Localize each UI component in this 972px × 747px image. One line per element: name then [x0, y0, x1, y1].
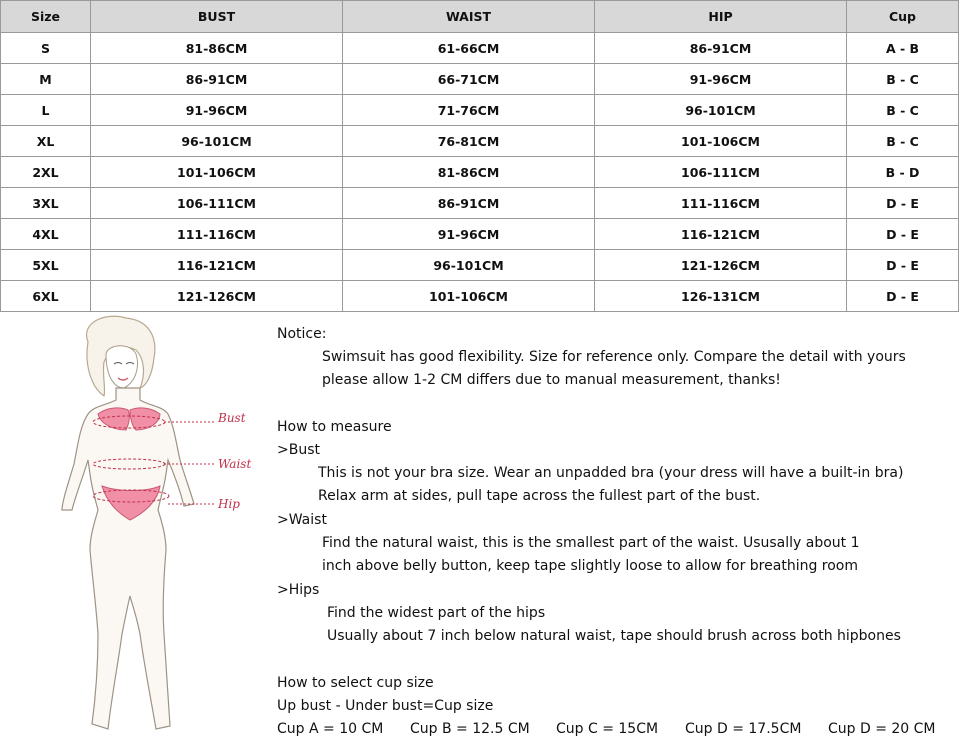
size-chart-table [0, 0, 959, 312]
notice-title: Notice: [277, 326, 327, 342]
cell-hip: 116-121CM [595, 219, 847, 250]
header-size: Size [1, 1, 91, 33]
bust-line-2: Relax arm at sides, pull tape across the fullest part of the bust. [318, 488, 761, 504]
cell-waist: 71-76CM [343, 95, 595, 126]
cell-size: 5XL [1, 250, 91, 281]
table-row [1, 250, 959, 281]
table-row [1, 126, 959, 157]
cell-bust: 106-111CM [91, 188, 343, 219]
cup-a-value: Cup A = 10 CM [277, 721, 384, 737]
cell-hip: 91-96CM [595, 64, 847, 95]
table-row [1, 64, 959, 95]
cell-hip: 106-111CM [595, 157, 847, 188]
header-cup: Cup [847, 1, 959, 33]
cell-hip: 96-101CM [595, 95, 847, 126]
header-hip: HIP [595, 1, 847, 33]
table-row [1, 219, 959, 250]
cell-waist: 86-91CM [343, 188, 595, 219]
table-header-row [1, 1, 959, 33]
label-hip: Hip [218, 497, 240, 511]
cell-bust: 96-101CM [91, 126, 343, 157]
cell-size: M [1, 64, 91, 95]
waist-line-2: inch above belly button, keep tape slightly loose to allow for breathing room [322, 558, 859, 574]
cell-cup: B - C [847, 64, 959, 95]
cell-cup: B - C [847, 95, 959, 126]
cell-waist: 81-86CM [343, 157, 595, 188]
figure-face [106, 346, 138, 388]
figure-body [62, 388, 194, 729]
header-waist: WAIST [343, 1, 595, 33]
label-waist: Waist [218, 457, 252, 471]
cell-waist: 66-71CM [343, 64, 595, 95]
waist-title: >Waist [277, 512, 327, 528]
cell-hip: 121-126CM [595, 250, 847, 281]
cell-hip: 101-106CM [595, 126, 847, 157]
cell-hip: 111-116CM [595, 188, 847, 219]
waist-line-1: Find the natural waist, this is the smallest part of the waist. Ususally about 1 [322, 535, 860, 551]
label-bust: Bust [218, 411, 246, 425]
cup-b-value: Cup B = 12.5 CM [410, 721, 530, 737]
notice-line-2: please allow 1-2 CM differs due to manual measurement, thanks! [322, 372, 781, 388]
cell-waist: 76-81CM [343, 126, 595, 157]
cell-size: XL [1, 126, 91, 157]
cell-size: 6XL [1, 281, 91, 312]
cup-d2-value: Cup D = 20 CM [828, 721, 936, 737]
cell-waist: 91-96CM [343, 219, 595, 250]
cell-size: 4XL [1, 219, 91, 250]
hips-title: >Hips [277, 582, 320, 598]
hips-line-2: Usually about 7 inch below natural waist, tape should brush across both hipbones [327, 628, 901, 644]
cell-bust: 91-96CM [91, 95, 343, 126]
cell-cup: B - C [847, 126, 959, 157]
cell-cup: A - B [847, 33, 959, 64]
table-row [1, 33, 959, 64]
cell-hip: 86-91CM [595, 33, 847, 64]
cell-size: S [1, 33, 91, 64]
header-bust: BUST [91, 1, 343, 33]
cell-bust: 111-116CM [91, 219, 343, 250]
measurement-figure [18, 314, 268, 747]
cell-hip: 126-131CM [595, 281, 847, 312]
cell-cup: D - E [847, 219, 959, 250]
cell-waist: 101-106CM [343, 281, 595, 312]
how-to-measure-title: How to measure [277, 419, 392, 435]
cup-formula: Up bust - Under bust=Cup size [277, 698, 494, 714]
cup-c-value: Cup C = 15CM [556, 721, 659, 737]
cell-cup: D - E [847, 188, 959, 219]
cell-size: L [1, 95, 91, 126]
table-row [1, 157, 959, 188]
bust-line-1: This is not your bra size. Wear an unpadded bra (your dress will have a built-in bra) [318, 465, 904, 481]
hips-line-1: Find the widest part of the hips [327, 605, 546, 621]
notice-line-1: Swimsuit has good flexibility. Size for reference only. Compare the detail with yours [322, 349, 906, 365]
cell-cup: B - D [847, 157, 959, 188]
table-row [1, 281, 959, 312]
cell-cup: D - E [847, 281, 959, 312]
cell-waist: 61-66CM [343, 33, 595, 64]
cup-d-value: Cup D = 17.5CM [685, 721, 802, 737]
cell-size: 2XL [1, 157, 91, 188]
cup-size-title: How to select cup size [277, 675, 434, 691]
cell-bust: 81-86CM [91, 33, 343, 64]
cell-cup: D - E [847, 250, 959, 281]
cell-size: 3XL [1, 188, 91, 219]
cell-bust: 101-106CM [91, 157, 343, 188]
table-row [1, 95, 959, 126]
cell-bust: 116-121CM [91, 250, 343, 281]
cell-bust: 86-91CM [91, 64, 343, 95]
bust-title: >Bust [277, 442, 320, 458]
table-row [1, 188, 959, 219]
cell-waist: 96-101CM [343, 250, 595, 281]
cell-bust: 121-126CM [91, 281, 343, 312]
